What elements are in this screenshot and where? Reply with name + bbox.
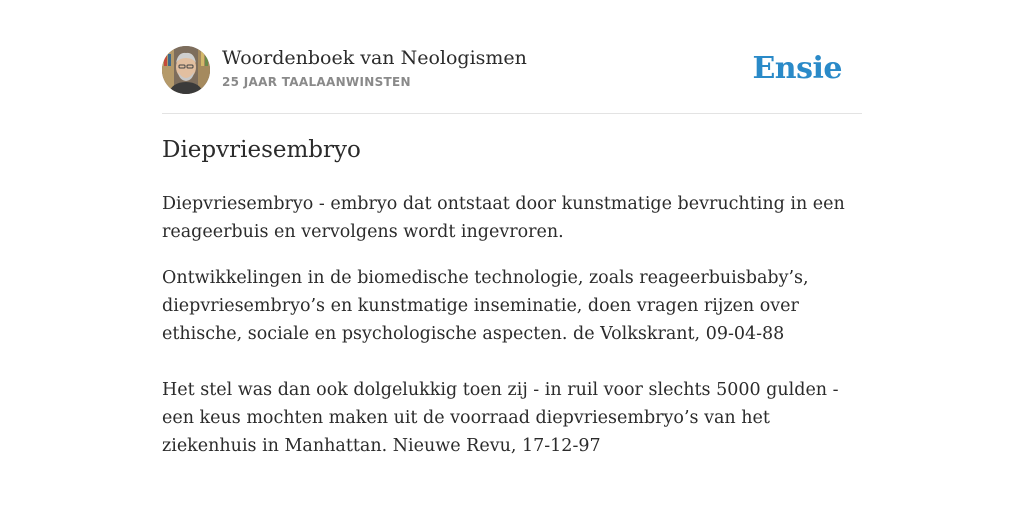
header: [162, 46, 862, 96]
brand-logo[interactable]: Ensie: [752, 51, 842, 86]
header-divider: [162, 113, 862, 114]
entry-title: Diepvriesembryo: [162, 137, 361, 163]
entry-definition: Diepvriesembryo - embryo dat ontstaat door kunstmatige bevruchting in een reageerbuis en vervolgens wordt ingevroren.: [162, 194, 845, 242]
author-block: [222, 46, 527, 89]
entry-quote: Het stel was dan ook dolgelukkig toen zij - in ruil voor slechts 5000 gulden - een keus mochten maken uit de voorraad diepvriesembryo’s van het ziekenhuis in Manhattan. Nieuwe Revu, 17-12-97: [162, 380, 839, 456]
author-portrait-icon: [162, 46, 210, 94]
author-subtitle: 25 JAAR TAALAANWINSTEN: [222, 75, 411, 89]
entry-content: [162, 190, 862, 478]
entry-quote: Ontwikkelingen in de biomedische technologie, zoals reageerbuisbaby’s, diepvriesembryo’s en kunstmatige inseminatie, doen vragen rijzen over ethische, sociale en psychologische aspecten. de Volkskrant, 09-04-88: [162, 268, 809, 344]
author-avatar[interactable]: [162, 46, 210, 94]
author-name[interactable]: Woordenboek van Neologismen: [222, 47, 527, 69]
